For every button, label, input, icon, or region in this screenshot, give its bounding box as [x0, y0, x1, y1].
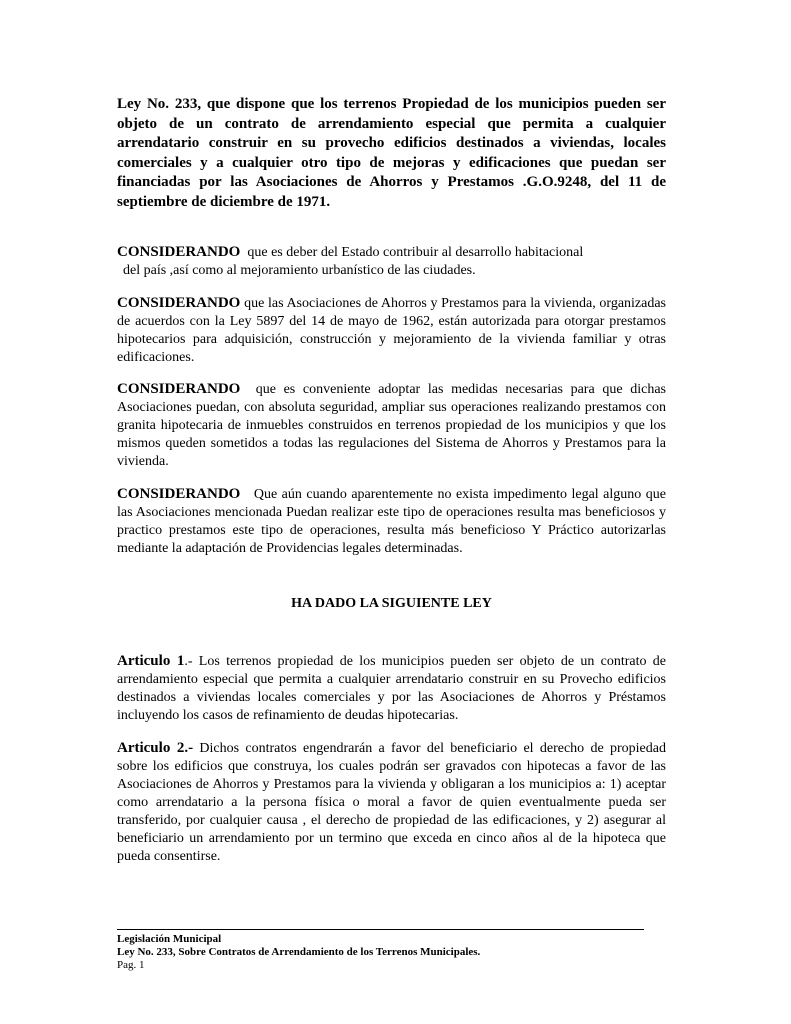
- articulo-2-label: Articulo 2.-: [117, 740, 194, 756]
- footer-law-title: Ley No. 233, Sobre Contratos de Arrendamiento de los Terrenos Municipales.: [117, 946, 481, 958]
- considerando-1-label: CONSIDERANDO: [117, 244, 241, 260]
- section-heading: HA DADO LA SIGUIENTE LEY: [291, 596, 492, 611]
- considerando-3: [117, 380, 666, 471]
- considerando-4-text: Que aún cuando aparentemente no exista impedimento legal alguno que las Asociaciones mencionada Puedan realizar este tipo de operaciones resulta mas beneficiosos y practico prestamos este tipo de operaciones, resulta más beneficioso Y Práctico autorizarlas mediante la adaptación de Providencias legales determinadas.: [117, 487, 666, 556]
- articulo-2: [117, 739, 666, 866]
- considerando-2-text: que las Asociaciones de Ahorros y Prestamos para la vivienda, organizadas de acuerdos con la Ley 5897 del 14 de mayo de 1962, están autorizada para otorgar prestamos hipotecarios para adquisición, construcción y mejoramiento de la vivienda familiar y otras edificaciones.: [117, 296, 667, 365]
- considerando-1-line2: del país ,así como al mejoramiento urbanístico de las ciudades.: [123, 263, 476, 278]
- page-number: Pag. 1: [117, 959, 145, 971]
- considerando-1: [117, 243, 666, 280]
- considerando-2-label: CONSIDERANDO: [117, 295, 241, 311]
- considerando-3-text: que es conveniente adoptar las medidas necesarias para que dichas Asociaciones puedan, con absoluta seguridad, ampliar sus operaciones realizando prestamos con granita hipotecaria de inmuebles construidos en terrenos propiedad de los municipios y que los mismos queden sometidos a todas las regulaciones del Sistema de Ahorros y Prestamos para la vivienda.: [117, 382, 666, 469]
- footer-section: Legislación Municipal: [117, 933, 222, 945]
- considerando-3-label: CONSIDERANDO: [117, 381, 241, 397]
- articulo-1-text: Los terrenos propiedad de los municipios pueden ser objeto de un contrato de arrendamiento especial que permita a cualquier arrendatario construir en su Provecho edificios destinados a viviendas locales comerciales y por las Asociaciones de Ahorros y Préstamos incluyendo los casos de refinamiento de deudas hipotecarias.: [117, 654, 666, 723]
- articulo-2-text: Dichos contratos engendrarán a favor del beneficiario el derecho de propiedad sobre los edificios que construya, los cuales podrán ser gravados con hipotecas a favor de las Asociaciones de Ahorros y Prestamos para la vivienda y obligaran a los municipios a: 1) aceptar como arrendatario a la persona física o moral a favor de quien eventualmente pueda ser transferido, por cualquier causa , el derecho de propiedad de las edificaciones, y 2) asegurar al beneficiario un arrendamiento por un termino que exceda en cinco años al de la hipoteca que pueda consentirse.: [117, 741, 666, 864]
- articulo-1-sep: .-: [184, 654, 193, 669]
- document-body: [117, 95, 666, 866]
- articulo-1: [117, 652, 666, 725]
- articulo-1-label: Articulo 1: [117, 653, 185, 669]
- considerando-1-line1: que es deber del Estado contribuir al desarrollo habitacional: [247, 245, 584, 260]
- considerando-4-label: CONSIDERANDO: [117, 486, 241, 502]
- considerando-4: [117, 485, 666, 558]
- page-footer: [117, 929, 644, 972]
- law-title: Ley No. 233, que dispone que los terrenos Propiedad de los municipios pueden ser objeto de un contrato de arrendamiento especial que permita a cualquier arrendatario construir en su provecho edificios destinados a viviendas, locales comerciales y a cualquier otro tipo de mejoras y edificaciones que puedan ser financiadas por las Asociaciones de Ahorros y Prestamos .G.O.9248, del 11 de septiembre de diciembre de 1971.: [117, 96, 666, 210]
- considerando-2: [117, 294, 666, 367]
